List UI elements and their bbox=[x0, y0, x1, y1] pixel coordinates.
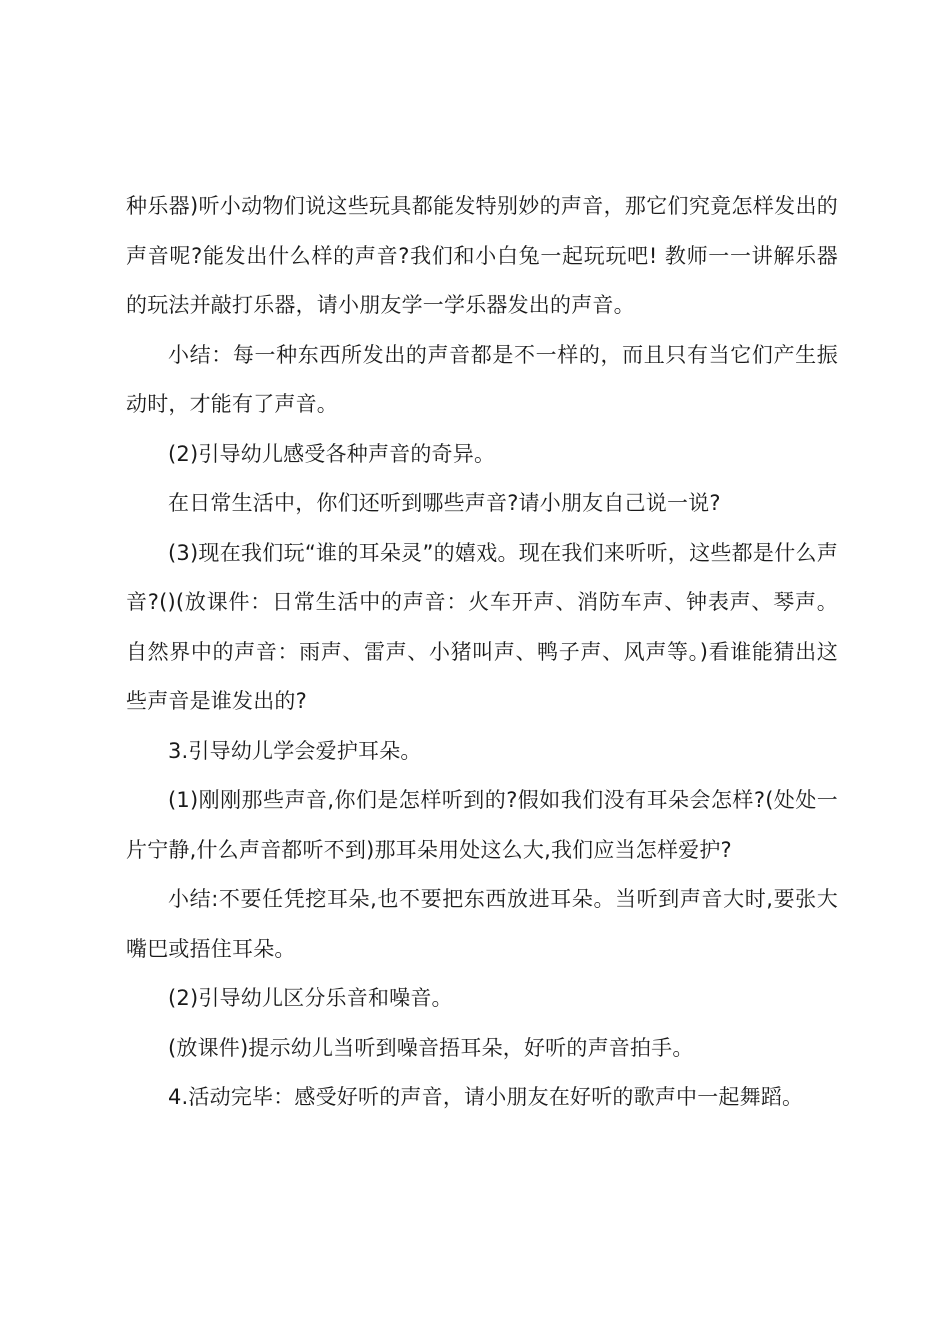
paragraph-6: 3.引导幼儿学会爱护耳朵。 bbox=[168, 738, 422, 763]
paragraph-2: 小结：每一种东西所发出的声音都是不一样的，而且只有当它们产生振动时，才能有了声音。 bbox=[126, 342, 838, 416]
paragraph-9: (2)引导幼儿区分乐音和噪音。 bbox=[168, 986, 453, 1010]
document-body bbox=[126, 182, 838, 1123]
paragraph-10: (放课件)提示幼儿当听到噪音捂耳朵，好听的声音拍手。 bbox=[168, 1035, 694, 1060]
paragraph-8: 小结:不要任凭挖耳朵,也不要把东西放进耳朵。当听到声音大时,要张大嘴巴或捂住耳朵。 bbox=[126, 887, 838, 961]
paragraph-5: (3)现在我们玩“谁的耳朵灵”的嬉戏。现在我们来听听，这些都是什么声音?()(放课件：日常生活中的声音：火车开声、消防车声、钟表声、琴声。自然界中的声音：雨声、雷声、小猪叫声、鸭子声、风声等。)看谁能猜出这些声音是谁发出的? bbox=[126, 540, 838, 713]
paragraph-11: 4.活动完毕：感受好听的声音，请小朋友在好听的歌声中一起舞蹈。 bbox=[168, 1085, 804, 1109]
paragraph-3: (2)引导幼儿感受各种声音的奇异。 bbox=[168, 441, 496, 466]
paragraph-4: 在日常生活中，你们还听到哪些声音?请小朋友自己说一说? bbox=[168, 491, 721, 515]
paragraph-1: 种乐器)听小动物们说这些玩具都能发特别妙的声音，那它们究竟怎样发出的声音呢?能发出什么样的声音?我们和小白兔一起玩玩吧! 教师一一讲解乐器的玩法并敲打乐器，请小朋友学一学乐器发出的声音。 bbox=[126, 194, 838, 317]
paragraph-7: (1)刚刚那些声音,你们是怎样听到的?假如我们没有耳朵会怎样?(处处一片宁静,什么声音都听不到)那耳朵用处这么大,我们应当怎样爱护? bbox=[126, 788, 838, 862]
